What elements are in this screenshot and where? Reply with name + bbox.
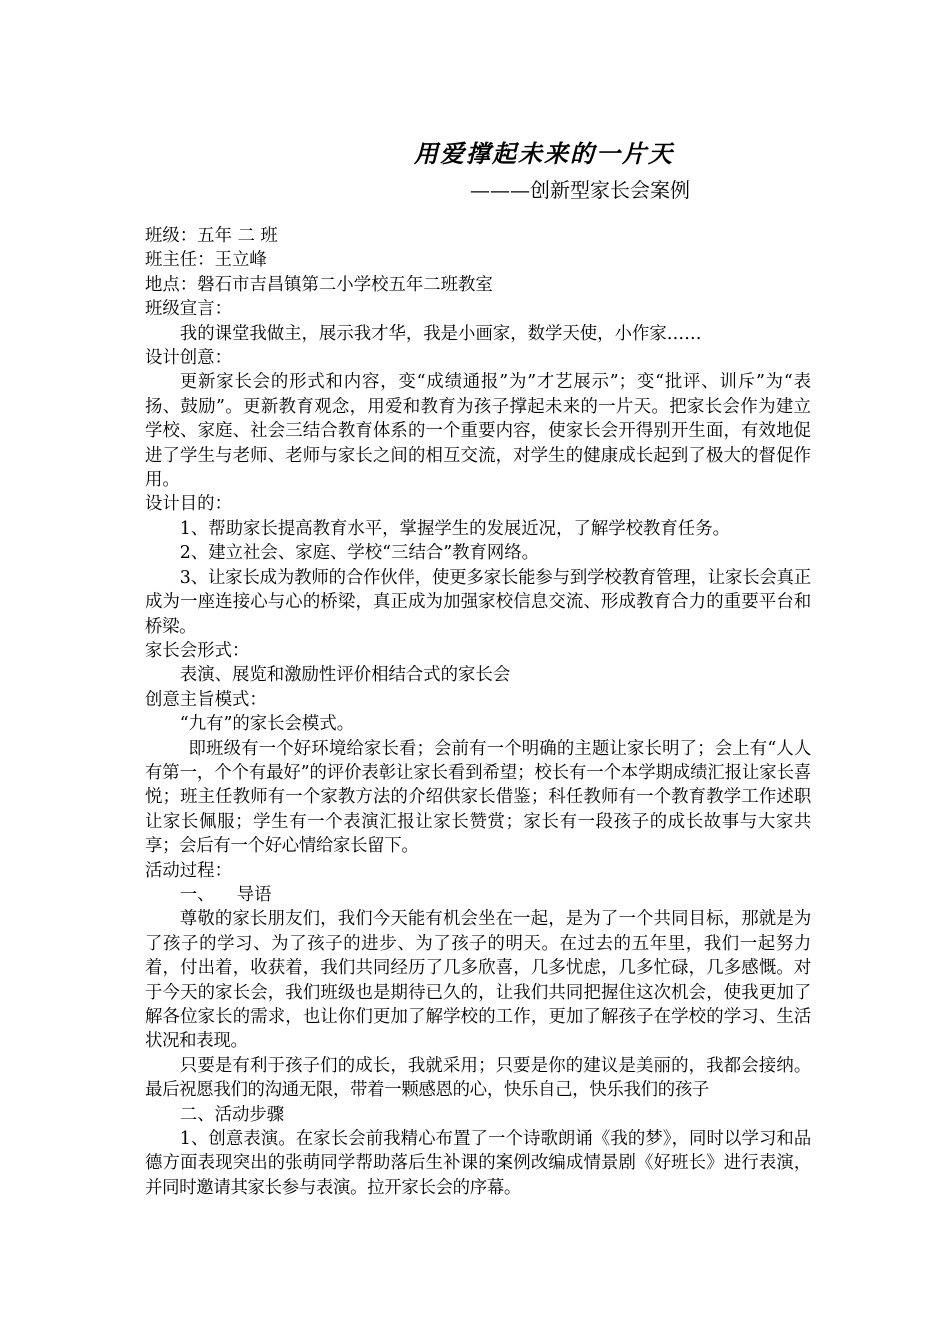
location-line: 地点：磐石市吉昌镇第二小学校五年二班教室 <box>145 274 493 295</box>
document-subtitle: ———创新型家长会案例 <box>470 178 690 202</box>
class-line: 班级：五年 二 班 <box>145 226 278 246</box>
step1-paragraph-2: 只要是有利于孩子们的成长，我就采用；只要是你的建议是美丽的，我都会接纳。最后祝愿我们的沟通无限，带着一颗感恩的心，快乐自己，快乐我们的孩子 <box>145 1055 811 1101</box>
step1-paragraph-1: 尊敬的家长朋友们，我们今天能有机会坐在一起，是为了一个共同目标，那就是为了孩子的学习、为了孩子的进步、为了孩子的明天。在过去的五年里，我们一起努力着，付出着，收获着，我们共同经历了几多欣喜，几多忧虑，几多忙碌，几多感慨。对于今天的家长会，我们班级也是期待已久的，让我们共同把握住这次机会，使我更加了解各位家长的需求，也让你们更加了解学校的工作，更加了解孩子在学校的学习、生活状况和表现。 <box>145 909 811 1052</box>
declaration-heading: 班级宣言： <box>145 299 232 320</box>
step1-heading: 一、 导语 <box>179 884 272 905</box>
idea-heading: 设计创意： <box>145 348 232 369</box>
form-heading: 家长会形式： <box>145 640 250 661</box>
purpose-item-1: 1、帮助家长提高教育水平，掌握学生的发展近况，了解学校教育任务。 <box>179 518 730 539</box>
declaration-text: 我的课堂我做主，展示我才华，我是小画家，数学天使，小作家…… <box>179 323 702 344</box>
teacher-line: 班主任：王立峰 <box>145 250 267 271</box>
document-title: 用爱撑起未来的一片天 <box>414 139 674 168</box>
mode-text: “九有”的家长会模式。 <box>179 714 355 735</box>
mode-heading: 创意主旨模式： <box>145 689 267 710</box>
document-body <box>145 224 811 1200</box>
step2-paragraph-1: 1、创意表演。在家长会前我精心布置了一个诗歌朗诵《我的梦》，同时以学习和品德方面表现突出的张萌同学帮助落后生补课的案例改编成情景剧《好班长》进行表演，并同时邀请其家长参与表演。拉开家长会的序幕。 <box>145 1129 811 1198</box>
form-text: 表演、展览和激励性评价相结合式的家长会 <box>179 665 511 686</box>
idea-paragraph: 更新家长会的形式和内容，变“成绩通报”为”才艺展示”；变“批评、训斥”为“表扬、鼓励”。更新教育观念，用爱和教育为孩子撑起未来的一片天。把家长会作为建立学校、家庭、社会三结合教育体系的一个重要内容，使家长会开得别开生面，有效地促进了学生与老师、老师与家长之间的相互交流，对学生的健康成长起到了极大的督促作用。 <box>145 372 811 491</box>
mode-detail-paragraph: 即班级有一个好环境给家长看；会前有一个明确的主题让家长明了；会上有“人人有第一，个个有最好”的评价表彰让家长看到希望；校长有一个本学期成绩汇报让家长喜悦；班主任教师有一个家教方法的介绍供家长借鉴；科任教师有一个教育教学工作述职让家长佩服；学生有一个表演汇报让家长赞赏；家长有一段孩子的成长故事与大家共享；会后有一个好心情给家长留下。 <box>145 738 811 857</box>
purpose-item-2: 2、建立社会、家庭、学校“三结合”教育网络。 <box>179 543 540 564</box>
process-heading: 活动过程： <box>145 860 232 881</box>
purpose-item-3: 3、让家长成为教师的合作伙伴，使更多家长能参与到学校教育管理，让家长会真正成为一座连接心与心的桥梁，真正成为加强家校信息交流、形成教育合力的重要平台和桥梁。 <box>145 567 811 637</box>
purpose-heading: 设计目的： <box>145 494 232 515</box>
step2-heading: 二、活动步骤 <box>179 1104 285 1125</box>
